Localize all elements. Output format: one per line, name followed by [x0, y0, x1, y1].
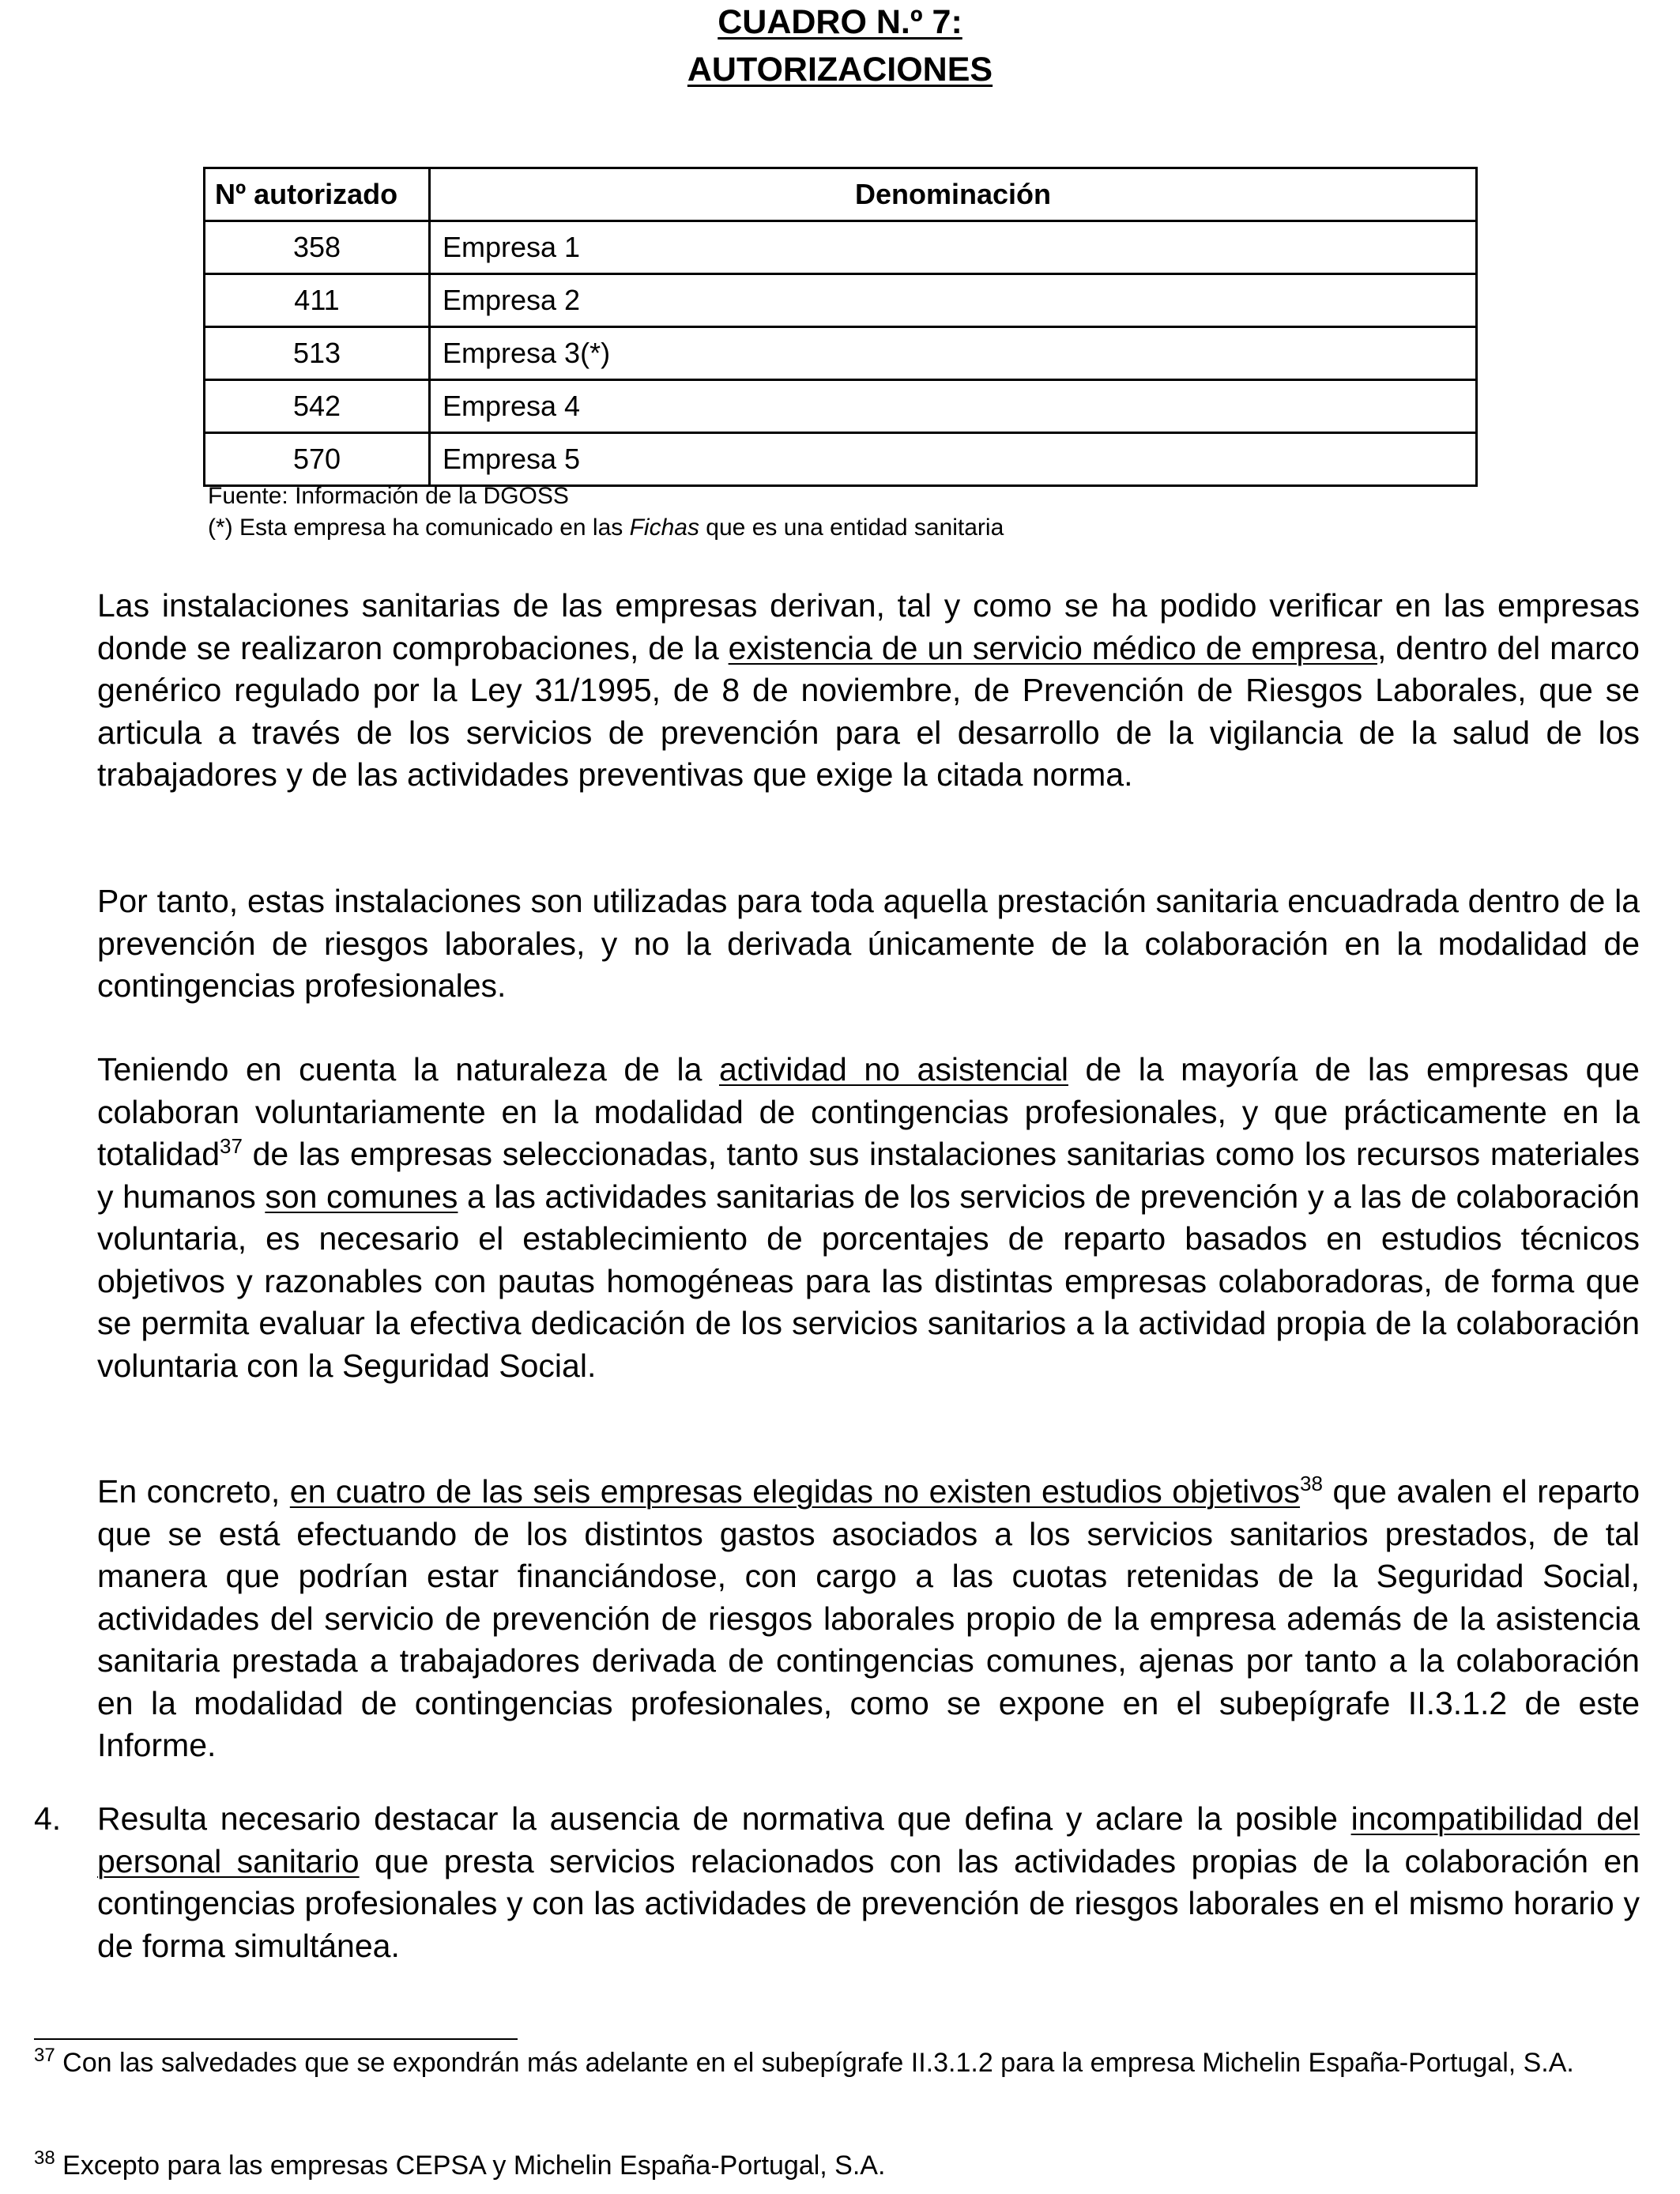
title-line-1: CUADRO N.º 7: — [718, 3, 962, 41]
paragraph-text: Las instalaciones sanitarias de las empresas derivan, tal y como se ha podido verificar en las empresas donde se realizaron comprobaciones, de la — [97, 587, 1640, 666]
underlined-text: son comunes — [265, 1178, 458, 1215]
title-line-2: AUTORIZACIONES — [687, 51, 993, 89]
table-row — [205, 327, 1477, 380]
table-footnote — [208, 512, 1004, 544]
paragraph-text: Teniendo en cuenta la naturaleza de la — [97, 1051, 719, 1088]
cell-number: 542 — [205, 380, 430, 433]
underlined-text: actividad no asistencial — [718, 1051, 1068, 1088]
footnote-text: Excepto para las empresas CEPSA y Michelin España-Portugal, S.A. — [55, 2151, 886, 2181]
paragraph-text: que presta servicios relacionados con las actividades propias de la colaboración en contingencias profesionales y con las actividades de prevención de riesgos laborales en el mismo horario y de forma simultánea. — [97, 1842, 1640, 1964]
footnote-reference[interactable]: 38 — [1300, 1472, 1323, 1495]
table-footnote-italic: Fichas — [629, 515, 699, 541]
footnote-37 — [34, 2045, 1640, 2080]
cell-name: Empresa 3(*) — [430, 327, 1477, 380]
paragraph-text: En concreto, — [97, 1473, 290, 1510]
cell-number: 358 — [205, 221, 430, 274]
cell-name: Empresa 4 — [430, 380, 1477, 433]
table-row — [205, 221, 1477, 274]
footnote-mark: 38 — [34, 2147, 55, 2169]
table-notes — [208, 481, 1004, 544]
table-row — [205, 433, 1477, 486]
page-title — [0, 0, 1680, 90]
footnote-38 — [34, 2148, 1640, 2183]
table-row — [205, 274, 1477, 327]
footnote-mark: 37 — [34, 2045, 55, 2066]
list-item-4 — [97, 1798, 1640, 1967]
cell-number: 411 — [205, 274, 430, 327]
table-header-row — [205, 168, 1477, 221]
column-header-number: Nº autorizado — [205, 168, 430, 221]
authorizations-table — [203, 167, 1478, 487]
paragraph-text: de las empresas seleccionadas, tanto sus instalaciones sanitarias como los recursos materiales y humanos — [97, 1136, 1640, 1215]
table-footnote-text: (*) Esta empresa ha comunicado en las — [208, 515, 630, 541]
underlined-text: en cuatro de las seis empresas elegidas no existen estudios objetivos — [289, 1473, 1301, 1510]
table-row — [205, 380, 1477, 433]
underlined-text: existencia de un servicio médico de empresa — [728, 629, 1377, 666]
paragraph-text: de la mayoría de las empresas que colaboran voluntariamente en la modalidad de contingencias profesionales, y que prácticamente en la totalidad — [97, 1051, 1640, 1172]
paragraph-4 — [97, 1471, 1640, 1767]
table-footnote-text-end: que es una entidad sanitaria — [699, 515, 1004, 541]
paragraph-text: , dentro del marco genérico regulado por la Ley 31/1995, de 8 de noviembre, de Prevención de Riesgos Laborales, que se articula a través de los servicios de prevención para el desarrollo de la vigilancia de la salud de los trabajadores y de las actividades preventivas que exige la citada norma. — [97, 629, 1640, 793]
paragraph-1 — [97, 585, 1640, 797]
footnote-text: Con las salvedades que se expondrán más adelante en el subepígrafe II.3.1.2 para la empresa Michelin España-Portugal, S.A. — [55, 2048, 1574, 2078]
paragraph-3 — [97, 1049, 1640, 1387]
table-source: Fuente: Información de la DGOSS — [208, 483, 569, 509]
footnote-divider — [34, 2038, 518, 2040]
paragraph-text: Por tanto, estas instalaciones son utilizadas para toda aquella prestación sanitaria encuadrada dentro de la prevención de riesgos laborales, y no la derivada únicamente de la colaboración en la modalidad de contingencias profesionales. — [97, 883, 1640, 1004]
cell-name: Empresa 2 — [430, 274, 1477, 327]
cell-name: Empresa 1 — [430, 221, 1477, 274]
cell-number: 570 — [205, 433, 430, 486]
cell-number: 513 — [205, 327, 430, 380]
paragraph-text: Resulta necesario destacar la ausencia de normativa que defina y aclare la posible — [97, 1800, 1351, 1837]
cell-name: Empresa 5 — [430, 433, 1477, 486]
paragraph-text: a las actividades sanitarias de los servicios de prevención y a las de colaboración voluntaria, es necesario el establecimiento de porcentajes de reparto basados en estudios técnicos objetivos y razonables con pautas homogéneas para las distintas empresas colaboradoras, de forma que se permita evaluar la efectiva dedicación de los servicios sanitarios a la actividad propia de la colaboración voluntaria con la Seguridad Social. — [97, 1178, 1640, 1384]
underlined-text: incompatibilidad del personal sanitario — [97, 1800, 1640, 1879]
column-header-name: Denominación — [430, 168, 1477, 221]
list-item-number: 4. — [34, 1800, 62, 1837]
paragraph-2 — [97, 880, 1640, 1008]
footnote-reference[interactable]: 37 — [220, 1134, 243, 1158]
paragraph-text: que avalen el reparto que se está efectuando de los distintos gastos asociados a los servicios sanitarios prestados, de tal manera que podrían estar financiándose, con cargo a las cuotas retenidas de la Seguridad Social, actividades del servicio de prevención de riesgos laborales propio de la empresa además de la asistencia sanitaria prestada a trabajadores derivada de contingencias comunes, ajenas por tanto a la colaboración en la modalidad de contingencias profesionales, como se expone en el subepígrafe II.3.1.2 de este Informe. — [97, 1473, 1640, 1763]
